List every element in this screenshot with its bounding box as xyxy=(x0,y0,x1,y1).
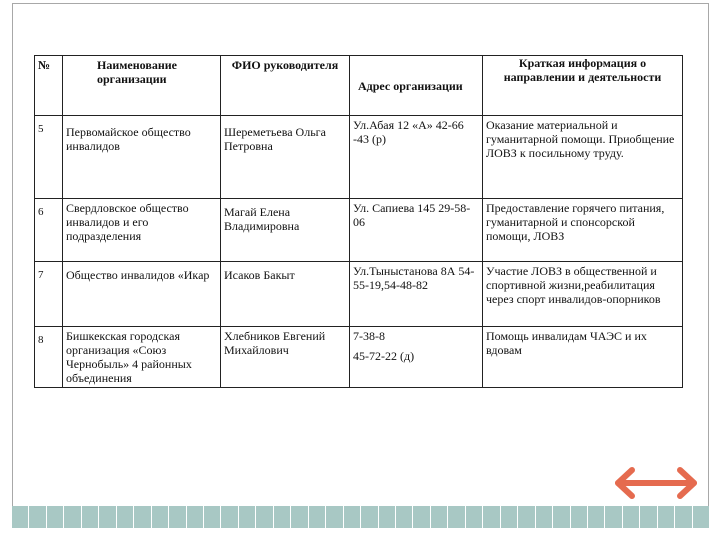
row-name: Бишкекская городская организация «Союз Чернобыль» 4 районных объединения xyxy=(63,327,221,388)
row-info: Предоставление горячего питания, гуманитарной и спонсорской помощи, ЛОВЗ xyxy=(483,199,683,262)
row-info: Участие ЛОВЗ в общественной и спортивной жизни,реабилитация через спорт инвалидов-опорников xyxy=(483,262,683,327)
table-row xyxy=(35,262,683,327)
row-number: 5 xyxy=(35,116,63,199)
table-row xyxy=(35,327,683,388)
row-address: Ул. Сапиева 145 29-58-06 xyxy=(350,199,483,262)
row-address: Ул.Абая 12 «А» 42-66 -43 (р) xyxy=(350,116,483,199)
row-name: Общество инвалидов «Икар xyxy=(63,262,221,327)
header-name: Наименование организации xyxy=(63,56,221,116)
row-number: 6 xyxy=(35,199,63,262)
table-row xyxy=(35,116,683,199)
row-director: Исаков Бакыт xyxy=(221,262,350,327)
row-director: Хлебников Евгений Михайлович xyxy=(221,327,350,388)
organizations-table xyxy=(34,55,683,388)
header-number: № xyxy=(35,56,63,116)
row-info: Помощь инвалидам ЧАЭС и их вдовам xyxy=(483,327,683,388)
row-director: Шереметьева Ольга Петровна xyxy=(221,116,350,199)
table-header-row xyxy=(35,56,683,116)
row-address xyxy=(350,327,483,388)
left-right-arrow-icon[interactable] xyxy=(608,465,704,501)
row-name: Первомайское общество инвалидов xyxy=(63,116,221,199)
header-info: Краткая информация о направлении и деятельности xyxy=(483,56,683,116)
row-number: 7 xyxy=(35,262,63,327)
header-address: Адрес организации xyxy=(350,56,483,116)
row-director: Магай Елена Владимировна xyxy=(221,199,350,262)
bottom-bar xyxy=(12,506,709,528)
header-director: ФИО руководителя xyxy=(221,56,350,116)
row-info: Оказание материальной и гуманитарной помощи. Приобщение ЛОВЗ к посильному труду. xyxy=(483,116,683,199)
row-name: Свердловское общество инвалидов и его подразделения xyxy=(63,199,221,262)
table-row xyxy=(35,199,683,262)
row-address-line: 7-38-8 xyxy=(353,329,385,343)
row-number: 8 xyxy=(35,327,63,388)
row-address: Ул.Тыныстанова 8А 54-55-19,54-48-82 xyxy=(350,262,483,327)
row-address-line: 45-72-22 (д) xyxy=(353,349,415,363)
